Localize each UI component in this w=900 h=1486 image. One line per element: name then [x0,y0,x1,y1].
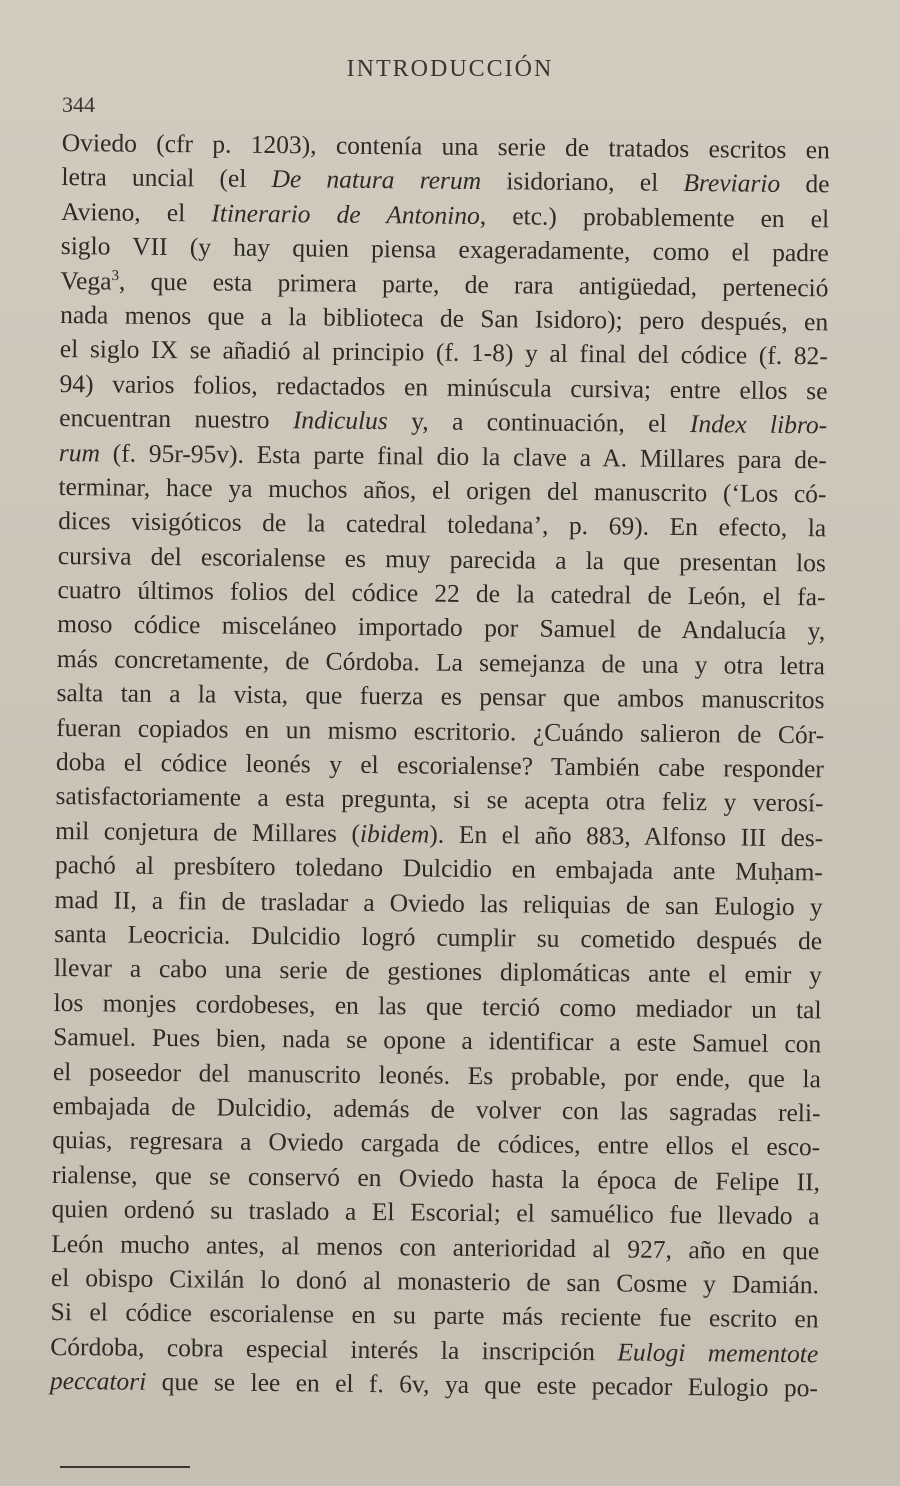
text-segment: isidoriano, el [480,166,684,198]
text-segment: Si el códice escorialense en su parte más reciente fue escrito en [50,1297,819,1334]
text-line [50,1364,818,1406]
text-segment: santa Leocricia. Dulcidio logró cumplir su cometido después de [54,918,823,956]
italic-text: Index libro- [689,409,828,440]
text-segment: 94) varios folios, redactados en minúscula cursiva; entre ellos se [59,368,828,406]
text-segment: el siglo IX se añadió al principio (f. 1-8) y al final del códice (f. 82- [59,334,828,371]
italic-text: Breviario [683,168,781,199]
text-segment: rialense, que se conservó en Oviedo hasta la época de Felipe II, [51,1159,821,1197]
text-segment: ). En el año 883, Alfonso III des- [429,819,824,853]
text-segment: dices visigóticos de la catedral toledana’, p. 69). En efecto, la [58,506,827,543]
italic-text: Indiculus [292,405,388,436]
text-segment: embajada de Dulcidio, además de volver con las sagradas reli- [52,1090,821,1128]
text-segment: satisfactoriamente a esta pregunta, si se acepta otra feliz y verosí- [55,781,824,818]
running-head: INTRODUCCIÓN [346,56,554,82]
text-segment: Vega [60,265,112,296]
italic-text: peccatori [49,1366,147,1396]
italic-text: ibidem [359,818,430,849]
text-segment: llevar a cabo una serie de gestiones diplomáticas ante el emir y [53,953,823,990]
italic-text: rum [58,437,101,467]
text-segment: , que esta primera parte, de rara antigüedad, perteneció [118,266,829,302]
text-segment: , etc.) probablemente en el [479,200,830,234]
text-segment: fueran copiados en un mismo escritorio. ¿Cuándo salieron de Cór- [56,712,825,749]
text-segment: quias, regresara a Oviedo cargada de códices, entre ellos el esco- [52,1125,821,1162]
text-segment: León mucho antes, al menos con anterioridad al 927, año en que [51,1228,820,1265]
text-segment: Avieno, el [61,196,212,228]
text-segment: salta tan a la vista, que fuerza es pensar que ambos manuscritos [56,678,825,715]
text-segment: cursiva del escorialense es muy parecida a la que presentan los [57,540,826,578]
text-segment: encuentran nuestro [59,403,294,435]
body-text [50,126,830,1406]
text-segment: Córdoba, cobra especial interés la inscripción [50,1331,618,1367]
text-segment: terminar, hace ya muchos años, el origen del manuscrito (‘Los có- [58,471,827,509]
text-segment: (f. 95r-95v). Esta parte final dio la clave a A. Millares para de- [99,437,827,474]
italic-text: Itinerario de Antonino [211,198,480,230]
text-segment: mil conjetura de Millares ( [55,815,361,848]
text-segment: pachó al presbítero toledano Dulcidio en embajada ante Muḥam- [54,850,824,887]
italic-text: Eulogi mementote [617,1337,819,1368]
text-segment: nada menos que a la biblioteca de San Isidoro); pero después, en [60,299,829,337]
text-segment: Oviedo (cfr p. 1203), contenía una serie de tratados escritos en [61,127,830,165]
text-segment: Samuel. Pues bien, nada se opone a identificar a este Samuel con [53,1022,822,1059]
page-number: 344 [62,92,95,117]
footnote-marker: 3 [111,267,120,284]
text-segment: quien ordenó su traslado a El Escorial; el samuélico fue llevado a [51,1194,820,1231]
text-segment: siglo VII (y hay quien piensa exageradamente, como el padre [60,231,829,268]
text-segment: de [780,169,830,199]
text-segment: el poseedor del manuscrito leonés. Es probable, por ende, que la [52,1056,822,1093]
text-segment: cuatro últimos folios del códice 22 de la catedral de León, el fa- [57,575,826,612]
text-segment: letra uncial (el [61,162,272,194]
text-segment: más concretamente, de Córdoba. La semejanza de una y otra letra [56,643,825,681]
text-segment: y, a continuación, el [387,406,691,439]
text-segment: el obispo Cixilán lo donó al monasterio de san Cosme y Damián. [50,1262,820,1300]
text-segment: doba el códice leonés y el escorialense? También cabe responder [55,747,825,784]
bottom-rule [60,1466,190,1468]
italic-text: De natura rerum [271,164,482,196]
text-segment: los monjes cordobeses, en las que terció como mediador un tal [53,987,822,1025]
text-segment: que se lee en el f. 6v, ya que este pecador Eulogio po- [146,1366,819,1403]
text-segment: moso códice misceláneo importado por Samuel de Andalucía y, [57,609,826,646]
text-segment: mad II, a fin de trasladar a Oviedo las reliquias de san Eulogio y [54,884,823,921]
